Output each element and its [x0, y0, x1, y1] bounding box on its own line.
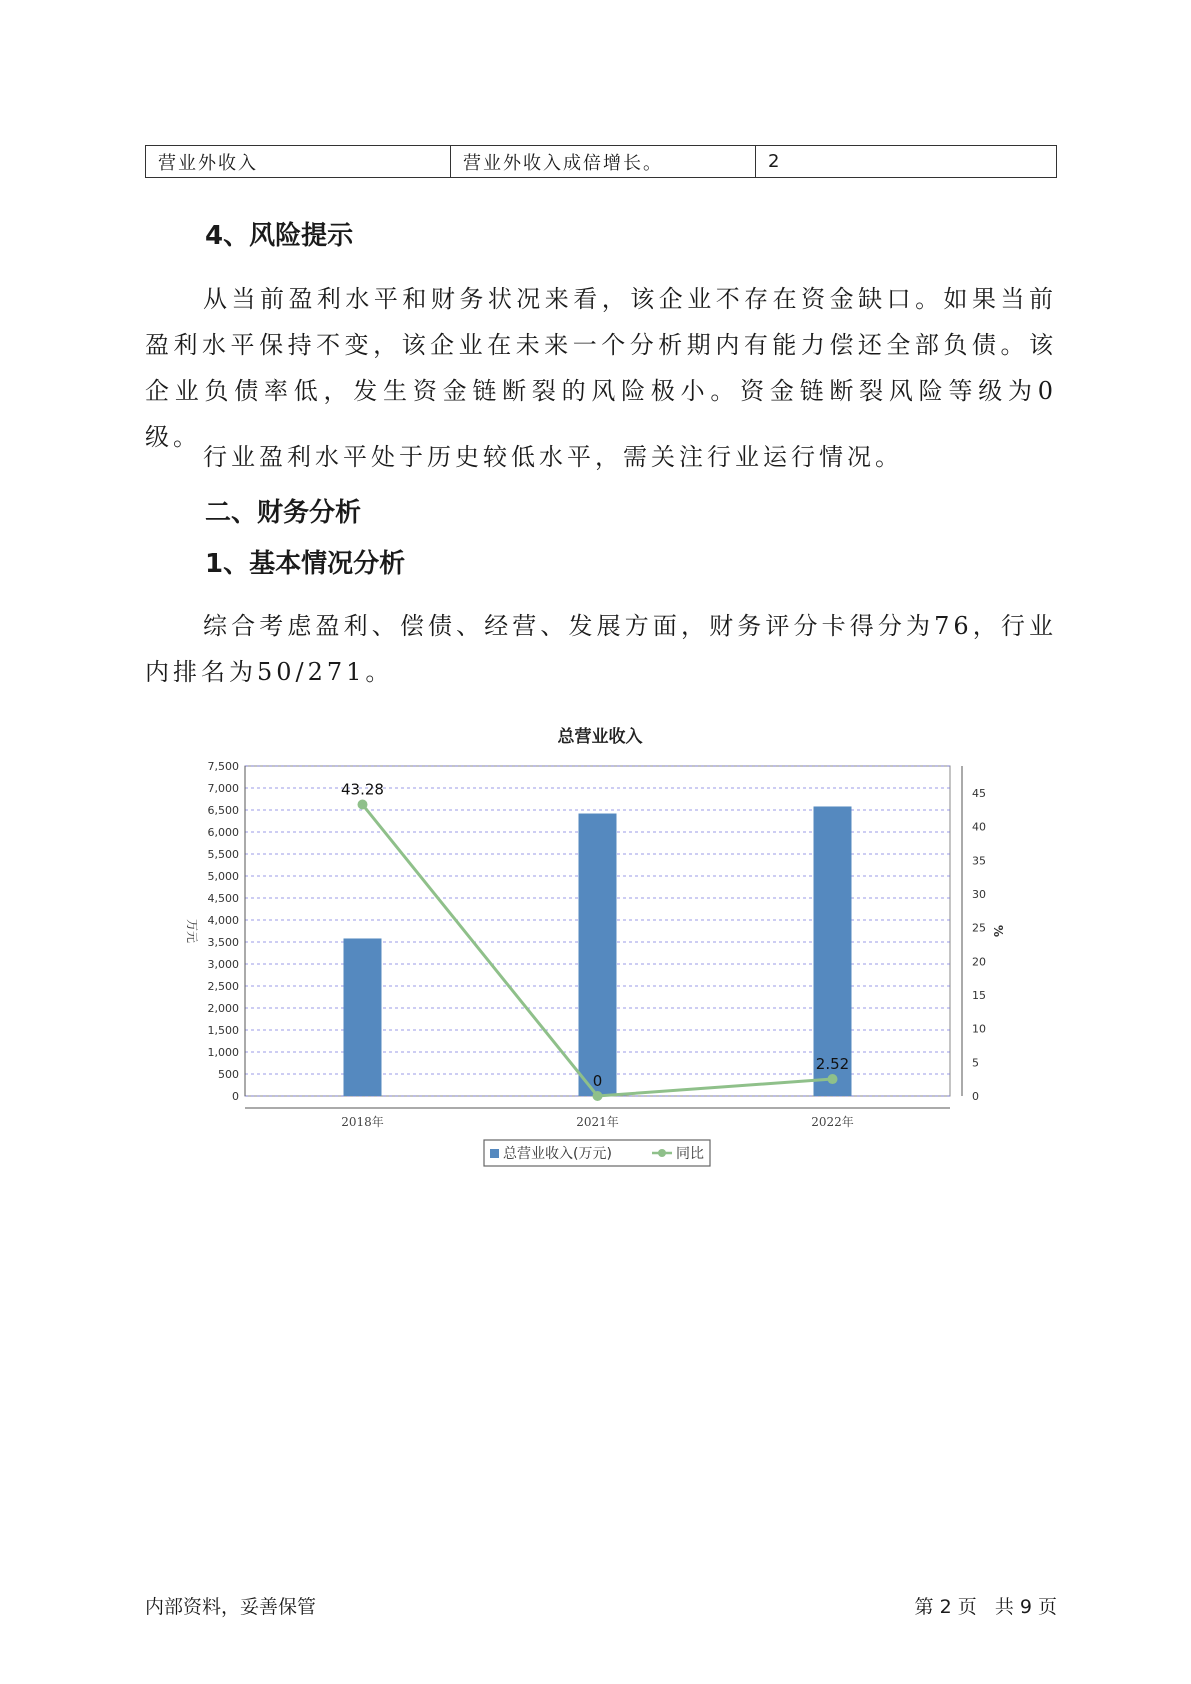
legend-line-marker	[658, 1149, 666, 1157]
y-tick-label: 0	[232, 1090, 239, 1103]
y-tick-label: 5,000	[207, 870, 239, 883]
chart-title: 总营业收入	[557, 727, 643, 747]
revenue-bar	[579, 814, 617, 1096]
y-tick-label: 4,500	[207, 892, 239, 905]
legend-line-label: 同比	[676, 1146, 704, 1162]
x-tick-label: 2021年	[576, 1115, 619, 1129]
risk-paragraph-1: 从当前盈利水平和财务状况来看，该企业不存在资金缺口。如果当前盈利水平保持不变，该企业在未来一个分析期内有能力偿还全部负债。该企业负债率低，发生资金链断裂的风险极小。资金链断裂风险等级为0级。	[145, 285, 1057, 451]
y2-tick-label: 40	[972, 820, 986, 834]
y2-tick-label: 45	[972, 786, 986, 800]
y-tick-label: 7,500	[207, 760, 239, 773]
legend-bar-label: 总营业收入(万元)	[503, 1146, 612, 1162]
chart-bars	[344, 806, 852, 1096]
finance-heading: 二、财务分析	[205, 498, 362, 528]
revenue-chart	[170, 716, 1020, 1176]
x-tick-label: 2018年	[341, 1115, 384, 1129]
y-tick-label: 2,500	[207, 980, 239, 993]
revenue-bar	[344, 938, 382, 1096]
table-row	[146, 146, 1057, 178]
indicator-table	[145, 145, 1057, 178]
risk-paragraph-2: 行业盈利水平处于历史较低水平，需关注行业运行情况。	[203, 443, 903, 471]
table-cell-score: 2	[756, 146, 1057, 178]
x-tick-label: 2022年	[811, 1115, 854, 1129]
y2-tick-label: 15	[972, 988, 986, 1002]
table-cell-desc: 营业外收入成倍增长。	[451, 146, 756, 178]
y-tick-label: 500	[218, 1068, 239, 1081]
yoy-data-label: 43.28	[341, 780, 384, 799]
yoy-point	[828, 1074, 838, 1084]
yoy-data-label: 2.52	[815, 1055, 850, 1074]
risk-heading: 4、风险提示	[205, 221, 354, 251]
y-tick-label: 6,500	[207, 804, 239, 817]
footer-page-number: 第 2 页 共 9 页	[914, 1596, 1057, 1618]
y2-tick-label: 35	[972, 854, 986, 868]
yoy-data-label: 0	[592, 1072, 603, 1090]
y-tick-label: 7,000	[207, 782, 239, 795]
yoy-point	[593, 1091, 603, 1101]
y-tick-label: 1,500	[207, 1024, 239, 1037]
basic-paragraph: 综合考虑盈利、偿债、经营、发展方面，财务评分卡得分为76，行业内排名为50/271。	[145, 612, 1057, 686]
y-tick-label: 6,000	[207, 826, 239, 839]
footer-confidential: 内部资料，妥善保管	[145, 1596, 317, 1618]
y2-axis-title: %	[991, 924, 1005, 938]
y-tick-label: 5,500	[207, 848, 239, 861]
basic-heading: 1、基本情况分析	[205, 549, 406, 579]
table-cell-item: 营业外收入	[146, 146, 451, 178]
y-tick-label: 4,000	[207, 914, 239, 927]
y2-tick-label: 0	[972, 1090, 979, 1103]
y-tick-label: 1,000	[207, 1046, 239, 1059]
legend-bar-swatch	[490, 1149, 499, 1158]
revenue-bar	[814, 806, 852, 1096]
y-tick-label: 3,500	[207, 936, 239, 949]
y-axis-title: 万元	[185, 918, 199, 944]
chart-legend	[484, 1140, 710, 1166]
y2-tick-label: 20	[972, 955, 986, 969]
y-tick-label: 2,000	[207, 1002, 239, 1015]
y2-tick-label: 25	[972, 921, 986, 935]
y2-tick-label: 5	[972, 1056, 979, 1070]
y2-tick-label: 10	[972, 1022, 986, 1036]
y-tick-label: 3,000	[207, 958, 239, 971]
y2-tick-label: 30	[972, 887, 986, 901]
yoy-point	[358, 800, 368, 810]
